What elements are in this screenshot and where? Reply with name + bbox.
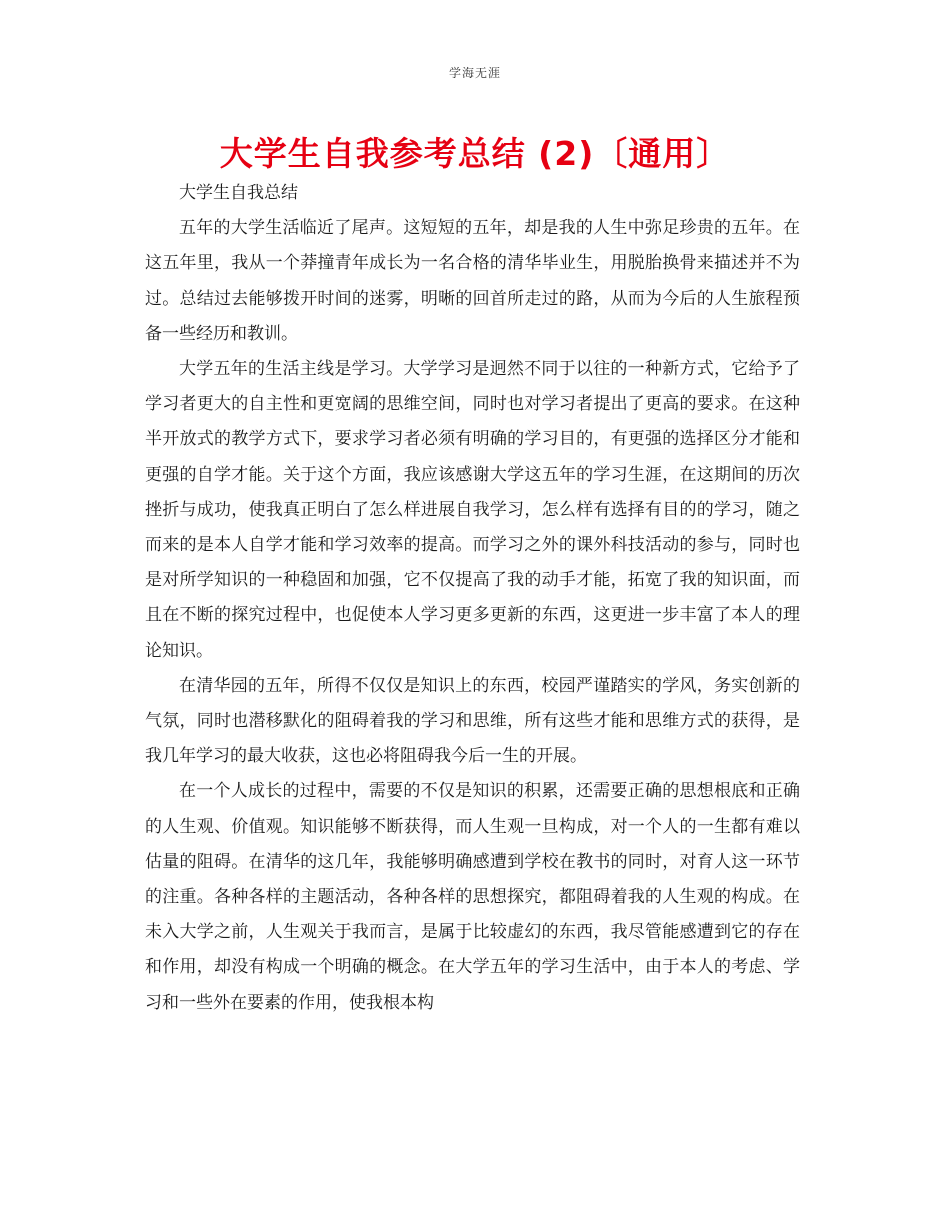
body-paragraph: 五年的大学生活临近了尾声。这短短的五年，却是我的人生中弥足珍贵的五年。在这五年里，我从一个莽撞青年成长为一名合格的清华毕业生，用脱胎换骨来描述并不为过。总结过去能够拨开时间的迷雾，明晰的回首所走过的路，从而为今后的人生旅程预备一些经历和教训。 bbox=[145, 218, 800, 344]
body-paragraph: 在一个人成长的过程中，需要的不仅是知识的积累，还需要正确的思想根底和正确的人生观、价值观。知识能够不断获得，而人生观一旦构成，对一个人的一生都有难以估量的阻碍。在清华的这几年，我能够明确感遭到学校在教书的同时，对育人这一环节的注重。各种各样的主题活动，各种各样的思想探究，都阻碍着我的人生观的构成。在未入大学之前，人生观关于我而言，是属于比较虚幻的东西，我尽管能感遭到它的存在和作用，却没有构成一个明确的概念。在大学五年的学习生活中，由于本人的考虑、学习和一些外在要素的作用，使我根本构 bbox=[145, 781, 800, 1013]
page-header: 学海无涯 bbox=[448, 66, 501, 80]
body-paragraph: 在清华园的五年，所得不仅仅是知识上的东西，校园严谨踏实的学风，务实创新的气氛，同时也潜移默化的阻碍着我的学习和思维，所有这些才能和思维方式的获得，是我几年学习的最大收获，这也必将阻碍我今后一生的开展。 bbox=[145, 675, 800, 767]
document-body bbox=[145, 176, 800, 1021]
document-title: 大学生自我参考总结 (2)〔通用〕 bbox=[219, 134, 731, 173]
subtitle-paragraph: 大学生自我总结 bbox=[179, 183, 298, 203]
body-paragraph: 大学五年的生活主线是学习。大学学习是迥然不同于以往的一种新方式，它给予了学习者更大的自主性和更宽阔的思维空间，同时也对学习者提出了更高的要求。在这种半开放式的教学方式下，要求学习者必须有明确的学习目的，有更强的选择区分才能和更强的自学才能。关于这个方面，我应该感谢大学这五年的学习生涯，在这期间的历次挫折与成功，使我真正明白了怎么样进展自我学习，怎么样有选择有目的的学习，随之而来的是本人自学才能和学习效率的提高。而学习之外的课外科技活动的参与，同时也是对所学知识的一种稳固和加强，它不仅提高了我的动手才能，拓宽了我的知识面，而且在不断的探究过程中，也促使本人学习更多更新的东西，这更进一步丰富了本人的理论知识。 bbox=[145, 359, 800, 661]
